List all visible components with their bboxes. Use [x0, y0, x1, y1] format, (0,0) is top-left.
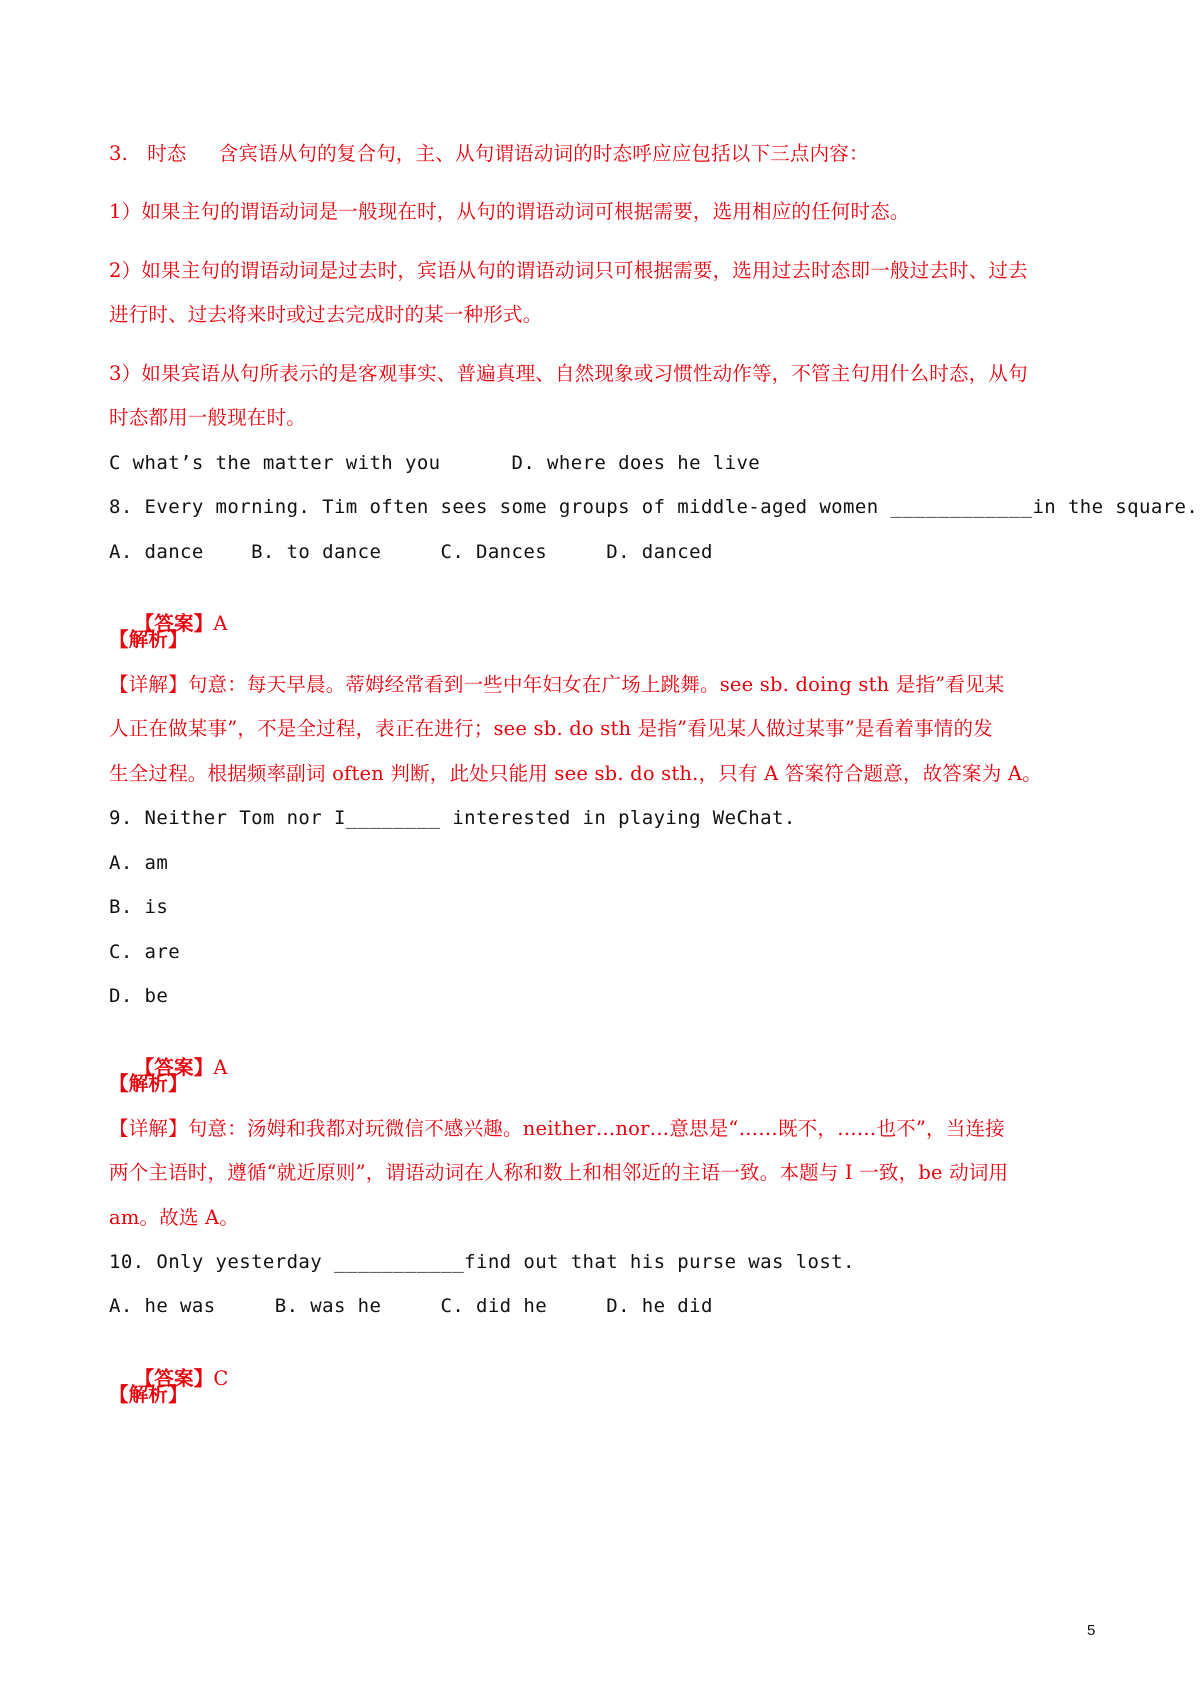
answer-value: C: [213, 1367, 229, 1390]
question-9-option-a: A. am: [109, 852, 169, 874]
question-9-option-d: D. be: [109, 985, 169, 1007]
question-9-option-b: B. is: [109, 896, 169, 918]
tense-rule-2: 2）如果主句的谓语动词是过去时，宾语从句的谓语动词只可根据需要，选用过去时态即一般过去时、过去: [109, 259, 1028, 282]
answer-value: A: [213, 612, 228, 635]
question-9: 9. Neither Tom nor I________ interested in playing WeChat.: [109, 807, 796, 829]
question-10-options: A. he was B. was he C. did he D. he did: [109, 1295, 713, 1317]
explanation-8-line-2: 人正在做某事”，不是全过程，表正在进行；see sb. do sth 是指”看见某人做过某事”是看着事情的发: [109, 717, 993, 740]
question-10: 10. Only yesterday ___________find out that his purse was lost.: [109, 1251, 855, 1273]
answer-label: 【答案】: [134, 612, 214, 635]
answer-value: A: [213, 1056, 228, 1079]
tense-rule-1: 1）如果主句的谓语动词是一般现在时，从句的谓语动词可根据需要，选用相应的任何时态。: [109, 200, 910, 223]
analysis-label-9: 【解析】: [109, 1072, 188, 1095]
answer-label: 【答案】: [134, 1367, 214, 1390]
tense-rule-2-cont: 进行时、过去将来时或过去完成时的某一种形式。: [109, 303, 543, 326]
analysis-label-10: 【解析】: [109, 1383, 188, 1406]
explanation-9-line-2: 两个主语时，遵循“就近原则”，谓语动词在人称和数上和相邻近的主语一致。本题与 I 一致，be 动词用: [109, 1161, 1009, 1184]
explanation-8-line-1: 【详解】句意：每天早晨。蒂姆经常看到一些中年妇女在广场上跳舞。see sb. doing sth 是指”看见某: [109, 673, 1005, 696]
question-9-option-c: C. are: [109, 941, 181, 963]
tense-heading: 3. 时态 含宾语从句的复合句，主、从句谓语动词的时态呼应应包括以下三点内容：: [109, 142, 869, 165]
tense-rule-3-cont: 时态都用一般现在时。: [109, 406, 307, 429]
answer-label: 【答案】: [134, 1056, 214, 1079]
page-number: 5: [1087, 1622, 1096, 1639]
question-8-options: A. dance B. to dance C. Dances D. danced: [109, 541, 713, 563]
explanation-9-line-1: 【详解】句意：汤姆和我都对玩微信不感兴趣。neither…nor…意思是“……既不，……也不”，当连接: [109, 1117, 1005, 1140]
explanation-9-line-3: am。故选 A。: [109, 1206, 239, 1229]
analysis-label-8: 【解析】: [109, 628, 188, 651]
question-8: 8. Every morning. Tim often sees some groups of middle-aged women ____________in the square.: [109, 496, 1199, 518]
tense-rule-3: 3）如果宾语从句所表示的是客观事实、普遍真理、自然现象或习惯性动作等，不管主句用什么时态，从句: [109, 362, 1028, 385]
options-c-d: C what’s the matter with you D. where does he live: [109, 452, 761, 474]
explanation-8-line-3: 生全过程。根据频率副词 often 判断，此处只能用 see sb. do sth.，只有 A 答案符合题意，故答案为 A。: [109, 762, 1042, 785]
